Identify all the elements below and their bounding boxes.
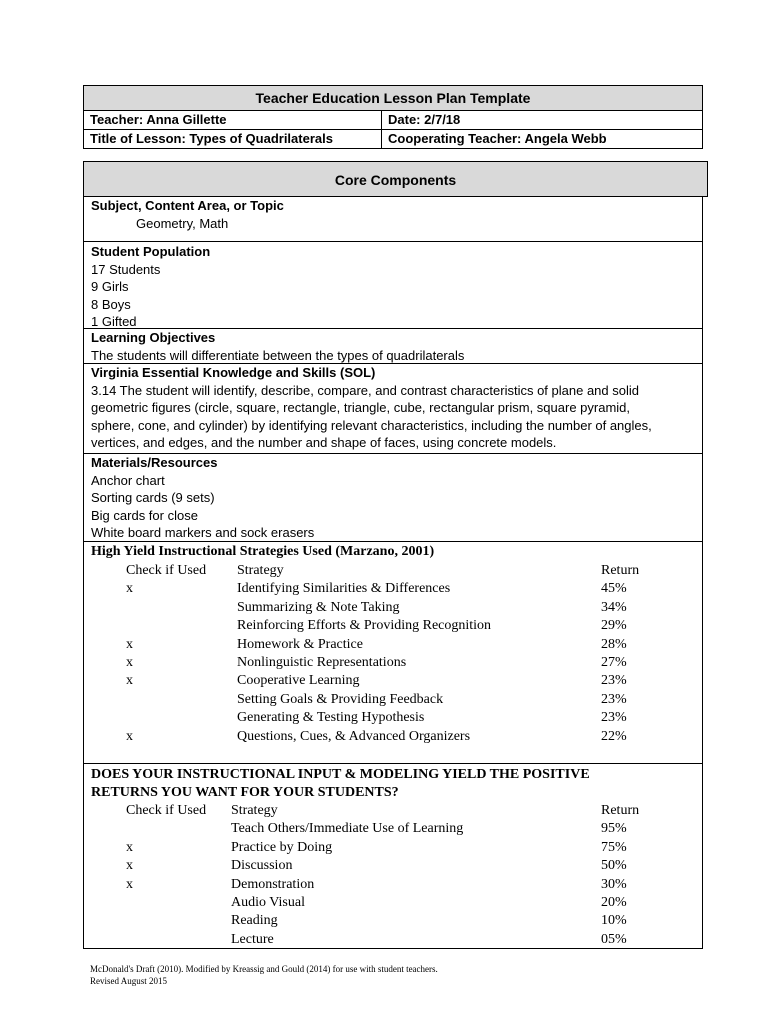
check-mark: x: [126, 876, 133, 892]
table-row: [84, 894, 702, 912]
strategy-return: 10%: [601, 913, 627, 929]
strategy-return: 95%: [601, 821, 627, 837]
strategy-column-header: Strategy: [237, 563, 284, 578]
check-mark: x: [126, 858, 133, 874]
lesson-title: Title of Lesson: Types of Quadrilaterals: [84, 130, 382, 148]
instructional-input-section: [84, 763, 702, 949]
table-row: [84, 691, 702, 709]
population-heading: Student Population: [91, 244, 211, 259]
check-mark: x: [126, 728, 133, 744]
strategies-heading: High Yield Instructional Strategies Used (Marzano, 2001): [91, 544, 435, 559]
objectives-heading: Learning Objectives: [91, 330, 216, 345]
table-row: [84, 636, 702, 654]
strategy-name: Homework & Practice: [237, 636, 363, 652]
table-row: [84, 912, 702, 930]
return-column-header: Return: [601, 803, 640, 818]
table-row: [84, 931, 702, 949]
check-column-header: Check if Used: [126, 803, 207, 818]
sol-heading: Virginia Essential Knowledge and Skills (SOL): [91, 365, 376, 380]
strategy-return: 20%: [601, 895, 627, 910]
objectives-section: [84, 328, 702, 363]
strategy-return: 27%: [601, 655, 627, 670]
footer-citation: [90, 963, 438, 987]
materials-heading: Materials/Resources: [91, 455, 218, 470]
header-row-2: [84, 129, 702, 148]
table-row: [84, 728, 702, 746]
check-mark: x: [126, 581, 133, 597]
lesson-date: Date: 2/7/18: [388, 112, 461, 127]
check-mark: x: [126, 673, 133, 689]
strategy-name: Cooperative Learning: [237, 673, 360, 689]
return-column-header: Return: [601, 563, 640, 578]
lesson-header-table: [83, 85, 703, 149]
table-row: [84, 617, 702, 635]
strategies-section: [84, 541, 702, 763]
footer-line: McDonald's Draft (2010). Modified by Kreassig and Gould (2014) for use with student teachers.: [90, 964, 438, 974]
strategy-return: 50%: [601, 858, 627, 874]
strategies-column-headers: [84, 562, 702, 580]
objectives-line: The students will differentiate between the types of quadrilaterals: [91, 347, 465, 363]
sol-section: [84, 363, 702, 453]
table-row: [84, 580, 702, 598]
strategy-name: Practice by Doing: [231, 839, 333, 855]
subject-value: Geometry, Math: [136, 215, 229, 231]
strategy-return: 30%: [601, 876, 627, 892]
materials-line: Sorting cards (9 sets): [91, 490, 215, 506]
strategy-return: 23%: [601, 691, 627, 707]
table-row: [84, 820, 702, 838]
population-line: 8 Boys: [91, 296, 131, 312]
sol-line: 3.14 The student will identify, describe, compare, and contrast characteristics of plane and solid: [91, 382, 639, 398]
population-line: 17 Students: [91, 261, 161, 277]
strategy-return: 23%: [601, 710, 627, 726]
materials-line: Big cards for close: [91, 507, 198, 523]
input-heading-line: DOES YOUR INSTRUCTIONAL INPUT & MODELING YIELD THE POSITIVE: [91, 767, 590, 782]
sol-line: sphere, cone, and cylinder) by identifying relevant characteristics, including the number of angles,: [91, 417, 652, 433]
strategy-return: 29%: [601, 618, 627, 634]
subject-heading: Subject, Content Area, or Topic: [91, 198, 284, 213]
table-row: [84, 654, 702, 672]
header-row-1: [84, 111, 702, 129]
table-row: [84, 839, 702, 857]
population-line: 9 Girls: [91, 279, 129, 295]
table-row: [84, 709, 702, 727]
input-column-headers: [84, 802, 702, 820]
strategy-return: 05%: [601, 931, 627, 947]
materials-section: [84, 453, 702, 541]
strategy-name: Generating & Testing Hypothesis: [237, 710, 425, 726]
materials-line: Anchor chart: [91, 472, 165, 488]
check-mark: x: [126, 636, 133, 652]
strategy-name: Setting Goals & Providing Feedback: [237, 691, 444, 707]
strategy-name: Identifying Similarities & Differences: [237, 581, 451, 597]
check-mark: x: [126, 655, 133, 670]
strategy-name: Nonlinguistic Representations: [237, 655, 407, 670]
check-column-header: Check if Used: [126, 563, 207, 578]
sol-line: vertices, and edges, and the number and shape of faces, using concrete models.: [91, 435, 557, 451]
strategy-name: Lecture: [231, 931, 274, 947]
strategy-name: Reading: [231, 913, 278, 929]
sol-line: geometric figures (circle, square, rectangle, triangle, cube, rectangular prism, square pyramid,: [91, 400, 631, 416]
subject-section: [84, 196, 702, 241]
strategy-return: 45%: [601, 581, 627, 597]
strategy-return: 23%: [601, 673, 627, 689]
strategy-name: Summarizing & Note Taking: [237, 599, 400, 615]
strategy-return: 22%: [601, 728, 627, 744]
population-line: 1 Gifted: [91, 314, 137, 330]
table-row: [84, 672, 702, 690]
teacher-name: Teacher: Anna Gillette: [84, 111, 382, 129]
materials-line: White board markers and sock erasers: [91, 525, 315, 541]
template-title: Teacher Education Lesson Plan Template: [84, 86, 702, 111]
check-mark: x: [126, 839, 133, 855]
strategy-name: Reinforcing Efforts & Providing Recognition: [237, 618, 492, 634]
strategy-column-header: Strategy: [231, 803, 278, 818]
strategy-name: Teach Others/Immediate Use of Learning: [231, 821, 464, 837]
strategy-return: 28%: [601, 636, 627, 652]
strategy-name: Questions, Cues, & Advanced Organizers: [237, 728, 471, 744]
core-components-heading: Core Components: [83, 161, 708, 197]
table-row: [84, 599, 702, 617]
table-row: [84, 876, 702, 894]
strategy-name: Demonstration: [231, 876, 315, 892]
strategy-name: Discussion: [231, 858, 293, 874]
core-components-table: [83, 196, 703, 949]
input-heading-line: RETURNS YOU WANT FOR YOUR STUDENTS?: [91, 785, 399, 800]
footer-line: Revised August 2015: [90, 976, 168, 986]
strategy-return: 34%: [601, 599, 627, 615]
population-section: [84, 241, 702, 328]
strategy-return: 75%: [601, 839, 627, 855]
table-row: [84, 857, 702, 875]
strategy-name: Audio Visual: [231, 895, 305, 910]
input-heading: [91, 766, 590, 802]
cooperating-teacher: Cooperating Teacher: Angela Webb: [388, 131, 607, 146]
